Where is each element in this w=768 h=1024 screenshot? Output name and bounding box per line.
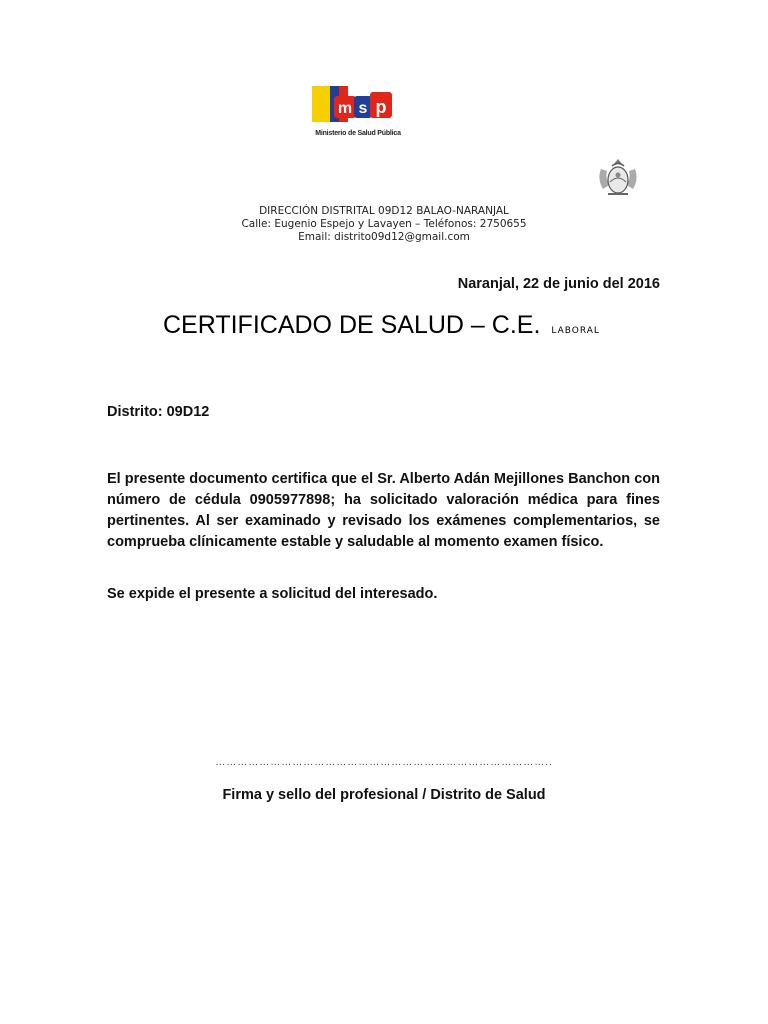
header-line-address: Calle: Eugenio Espejo y Lavayen – Teléfonos: 2750655	[241, 218, 527, 230]
logo-stripe-yellow	[312, 86, 330, 122]
signature-label: Firma y sello del profesional / Distrito de Salud	[222, 787, 546, 803]
svg-text:m: m	[337, 100, 353, 117]
header-line-directorate: DIRECCIÓN DISTRITAL 09D12 BALAO-NARANJAL	[259, 205, 509, 217]
coat-of-arms-icon	[595, 155, 641, 201]
certificate-title-sub: LABORAL	[551, 326, 600, 336]
header-line-email: Email: distrito09d12@gmail.com	[298, 231, 470, 243]
district-label: Distrito: 09D12	[107, 404, 210, 420]
certificate-title	[163, 311, 600, 340]
msp-logo-icon	[308, 84, 408, 144]
svg-text:p: p	[375, 97, 387, 117]
header-address-block	[0, 205, 768, 244]
certificate-title-main: CERTIFICADO DE SALUD – C.E.	[163, 311, 541, 339]
logo-caption: Ministerio de Salud Pública	[315, 130, 401, 137]
msp-letters-icon	[334, 90, 394, 124]
signature-line: ………………………………………………………………………………..	[215, 757, 553, 768]
certificate-body: El presente documento certifica que el Sr. Alberto Adán Mejillones Banchon con número de cédula 0905977898; ha solicitado valoración médica para fines pertinentes. Al ser examinado y revisado los exámenes complementarios, se comprueba clínicamente estable y saludable al momento examen físico.	[107, 471, 660, 550]
closing-statement: Se expide el presente a solicitud del interesado.	[107, 586, 438, 602]
svg-text:s: s	[358, 100, 368, 117]
document-date: Naranjal, 22 de junio del 2016	[457, 276, 660, 292]
